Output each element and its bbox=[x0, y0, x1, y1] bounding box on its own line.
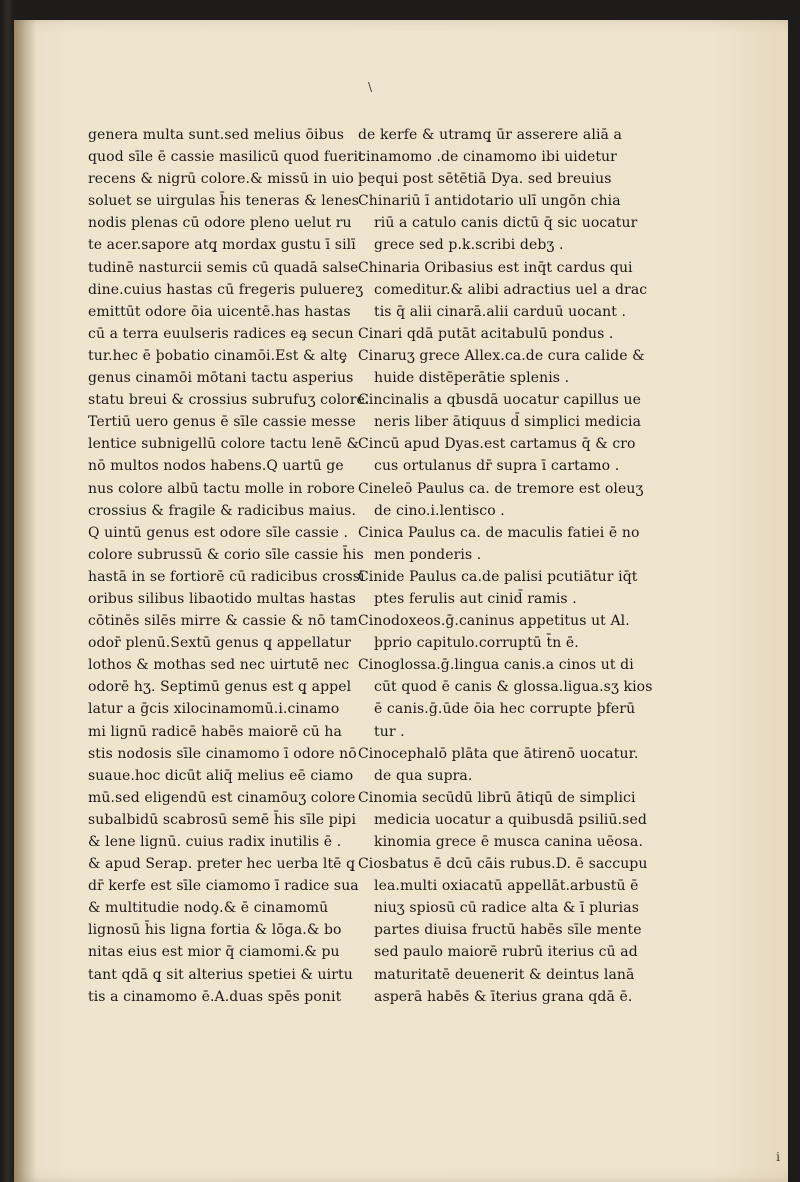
left-column-line: oribus silibus libaotido multas hastas bbox=[88, 590, 356, 607]
right-column-line: cus ortulanus dr̄ supra ī cartamo . bbox=[374, 458, 620, 475]
left-column-line: genera multa sunt.sed melius ōibus bbox=[88, 127, 345, 143]
left-column-line: & multitudie nodo̧̧.& ē cinamomū bbox=[88, 900, 329, 917]
right-column-line: Chinaria Oribasius est inq̄t cardus qui bbox=[358, 259, 633, 276]
left-column-line: nodis plenas cū odore pleno uelut ru bbox=[88, 215, 352, 232]
left-column-line: mi lignū radicē habēs maiorē cū ha bbox=[88, 723, 342, 740]
left-column-line: genus cinamōi mōtani tactu asperius bbox=[88, 370, 354, 387]
right-column-line: de kerfe & utramq̧ ūr asserere aliā a bbox=[358, 127, 622, 143]
left-column-line: colore subrussū & corio sīle cassie h̄is bbox=[88, 546, 364, 563]
right-column-line: de cino.i.lentisco . bbox=[374, 502, 505, 519]
left-column-line: nō multos nodos habens.Q uartū ge bbox=[88, 458, 344, 475]
left-column-line: & lene lignū. cuius radix inutilis ē . bbox=[88, 834, 342, 850]
left-column-line: quod sīle ē cassie masilicū quod fuerit bbox=[88, 149, 364, 166]
right-column-line: medicia uocatur a quibusdā psiliū.sed bbox=[374, 811, 647, 828]
right-column-line: partes diuisa fructū habēs sīle mente bbox=[374, 922, 642, 939]
right-column-line: Cincinalis a qbusdā uocatur capillus ue bbox=[358, 392, 642, 409]
left-text-column bbox=[88, 124, 370, 1008]
left-column-line: cū a terra euulseris radices ea̧̧ secun bbox=[88, 325, 354, 342]
left-column-line: latur a ḡcis xilocinamomū.i.cinamo bbox=[88, 701, 340, 718]
left-column-line: tudinē nasturcii semis cū quadā salse bbox=[88, 259, 359, 276]
right-column-line: Cinoglossa.ḡ.lingua canis.a cinos ut di bbox=[358, 657, 634, 674]
left-column-line: emittūt odore ōia uicentē.has hastas bbox=[88, 303, 351, 320]
left-column-line: recens & nigrū colore.& missū in uio bbox=[88, 171, 354, 188]
right-column-line: Cinomia secūdū librū ātiqū de simplici bbox=[358, 789, 636, 806]
right-column-line: þprio capitulo.corruptū t̄n ē. bbox=[374, 635, 579, 652]
right-column-line: niuʒ spiosū cū radice alta & ī plurias bbox=[374, 900, 639, 917]
left-column-line: cōtinēs silēs mirre & cassie & nō tam bbox=[88, 613, 358, 630]
right-column-line: Cinodoxeos.ḡ.caninus appetitus ut Al. bbox=[358, 613, 630, 630]
right-text-column bbox=[358, 124, 653, 1008]
left-column-line: tur.hec ē þobatio cinamōi.Est & altȩ̧ bbox=[88, 347, 348, 364]
left-column-line: tis a cinamomo ē.A.duas spēs ponit bbox=[88, 988, 342, 1005]
right-column-line: men ponderis . bbox=[374, 546, 482, 563]
left-column-line: hastā in se fortiorē cū radicibus crossī bbox=[88, 568, 365, 585]
right-column-line: Cinide Paulus ca.de palisi pcutiātur iq̄t bbox=[358, 568, 638, 585]
right-column-line: Cincū apud Dyas.est cartamus q̄ & cro bbox=[358, 436, 636, 453]
right-column-line: Cineleō Paulus ca. de tremore est oleuʒ bbox=[358, 480, 644, 497]
left-column-line: lothos & mothas sed nec uirtutē nec bbox=[88, 657, 350, 674]
left-column-line: Q uintū genus est odore sīle cassie . bbox=[88, 524, 349, 541]
left-column-line: statu breui & crossius subrufuʒ colore. bbox=[88, 392, 370, 409]
gutter-shadow bbox=[14, 20, 36, 1182]
right-column-line: Chinariū ī antidotario ulī ungōn chia bbox=[358, 193, 621, 210]
left-column-line: suaue.hoc dicūt aliq̄ melius eē ciamo bbox=[88, 767, 354, 784]
left-column-line: te acer.sapore atq̧ mordax gustu ī silī bbox=[88, 237, 356, 254]
left-column-line: stis nodosis sīle cinamomo ī odore nō bbox=[88, 745, 357, 762]
ink-mark-bottom-right: i bbox=[776, 1150, 780, 1164]
right-column-line: comeditur.& alibi adractius uel a drac bbox=[374, 281, 648, 298]
left-column-line: mū.sed eligendū est cinamōuʒ colore bbox=[88, 789, 356, 806]
right-column-line: Cinica Paulus ca. de maculis fatiei ē no bbox=[358, 524, 640, 541]
right-column-line: ptes ferulis aut cinid̄ ramis . bbox=[374, 590, 577, 607]
right-column-line: de qua supra. bbox=[374, 767, 473, 784]
right-column-line: riū a catulo canis dictū q̄ sic uocatur bbox=[374, 215, 638, 232]
left-column-line: & apud Serap. preter hec uerba ltē q̧ bbox=[88, 856, 356, 873]
right-column-line: Cinocephalō plāta que ātirenō uocatur. bbox=[358, 745, 639, 762]
left-column-line: nus colore albū tactu molle in robore bbox=[88, 480, 355, 497]
left-column-line: subalbidū scabrosū semē h̄is sīle pipi bbox=[88, 811, 357, 828]
right-column-line: lea.multi oxiacatū appellāt.arbustū ē bbox=[374, 878, 639, 895]
right-column-line: grece sed p.k.scribi debʒ . bbox=[374, 237, 564, 254]
left-column-line: dr̄ kerfe est sīle ciamomo ī radice sua bbox=[88, 878, 359, 895]
right-column-line: cinamomo .de cinamomo ibi uidetur bbox=[358, 149, 617, 166]
right-column-line: neris liber ātiquus d̄ simplici medicia bbox=[374, 414, 642, 431]
ink-mark-top: \ bbox=[368, 80, 373, 94]
left-column-line: odorē hʒ. Septimū genus est q̧ appel bbox=[88, 679, 352, 696]
left-column-line: nitas eius est mior q̄ ciamomi.& pu bbox=[88, 944, 340, 961]
right-column-line: ē canis.ḡ.ūde ōia hec corrupte þferū bbox=[374, 701, 636, 718]
right-column-line: Ciosbatus ē dcū cāis rubus.D. ē saccupu bbox=[358, 856, 648, 873]
right-column-line: tur . bbox=[374, 723, 405, 740]
right-column-line: þequi post sētētiā Dya. sed breuius bbox=[358, 171, 612, 188]
left-column-line: odor̄ plenū.Sextū genus q̧ appellatur bbox=[88, 635, 352, 652]
left-column-line: lignosū h̄is ligna fortia & lōga.& bo bbox=[88, 922, 342, 939]
right-column-line: tis q̄ alii cinarā.alii carduū uocant . bbox=[374, 303, 627, 320]
left-column-line: tant qdā q̧ sit alterius spetiei & uirtu bbox=[88, 966, 353, 983]
left-column-line: dine.cuius hastas cū fregeris puluereʒ bbox=[88, 281, 364, 298]
right-column-line: maturitatē deuenerit & deintus lanā bbox=[374, 966, 635, 983]
left-column-line: crossius & fragile & radicibus maius. bbox=[88, 502, 357, 519]
right-column-line: sed paulo maiorē rubrū iterius cū ad bbox=[374, 944, 638, 961]
left-column-line: lentice subnigellū colore tactu lenē & bbox=[88, 436, 360, 453]
right-column-line: huide distēperātie splenis . bbox=[374, 370, 570, 387]
right-column-line: cūt quod ē canis & glossa.ligua.sʒ kios bbox=[374, 679, 653, 696]
left-column-line: Tertiū uero genus ē sīle cassie messe bbox=[88, 414, 356, 431]
right-column-line: Cinaruʒ grece Allex.ca.de cura calide & bbox=[358, 347, 645, 364]
right-column-line: Cinari qdā putāt acitabulū pondus . bbox=[358, 325, 614, 342]
right-column-line: kinomia grece ē musca canina uēosa. bbox=[374, 834, 644, 850]
left-column-line: soluet se uirgulas h̄is teneras & lenes bbox=[88, 193, 359, 210]
right-column-line: asperā habēs & īterius grana qdā ē. bbox=[374, 988, 633, 1005]
